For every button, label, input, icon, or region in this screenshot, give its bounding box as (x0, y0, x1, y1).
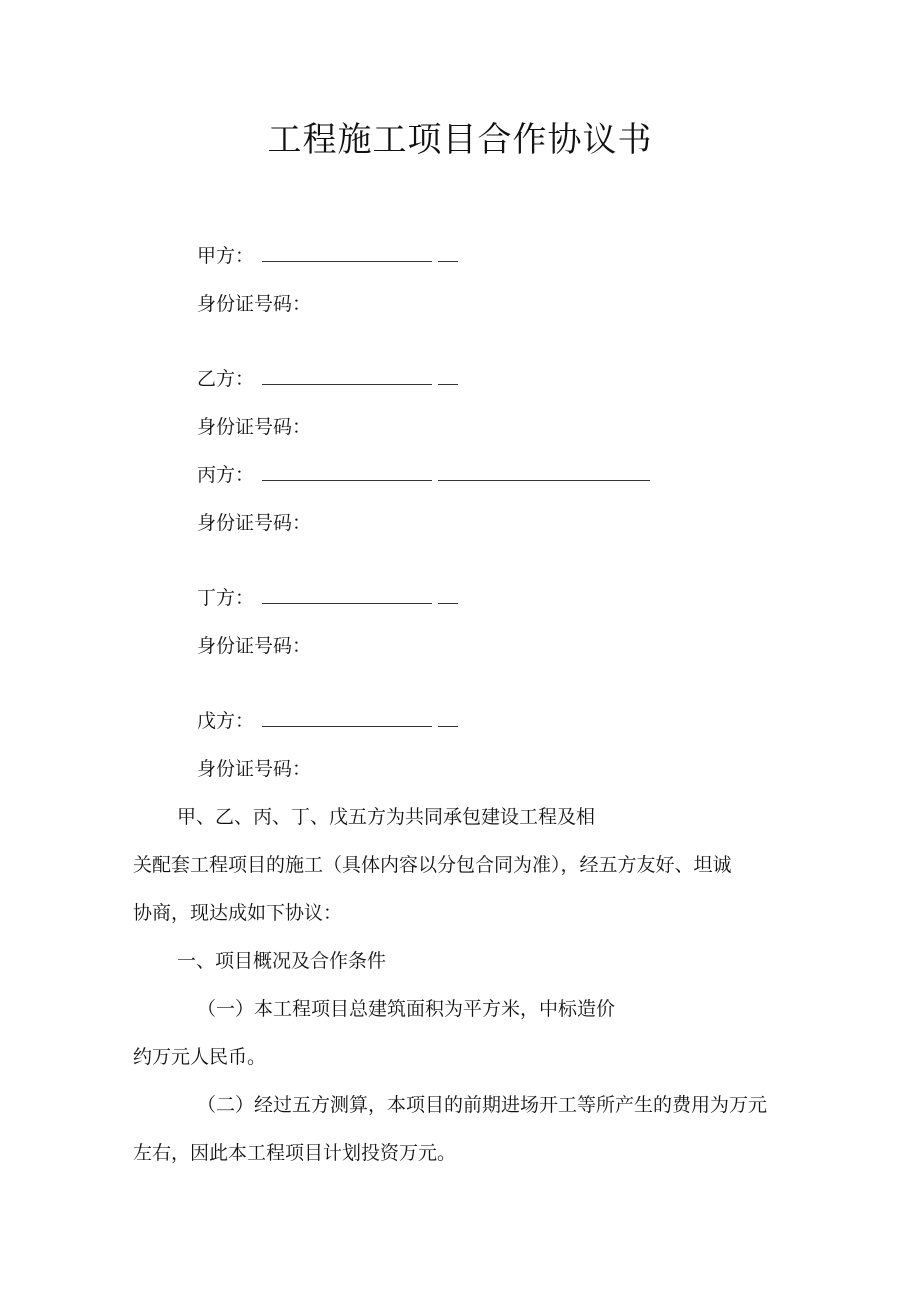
party-c-line (197, 462, 254, 488)
party-c-label: 丙方： (197, 464, 255, 486)
clause-2-line-2: 左右，因此本工程项目计划投资万元。 (133, 1142, 457, 1164)
party-d-line (197, 585, 254, 611)
party-e-label: 戊方： (197, 710, 255, 732)
party-b-blank-line (262, 384, 432, 385)
party-e-id-line: 身份证号码： (197, 758, 312, 780)
party-c-blank-line-tail (438, 480, 650, 481)
intro-line-2: 关配套工程项目的施工（具体内容以分包合同为准），经五方友好、坦诚 (133, 854, 732, 876)
document-title: 工程施工项目合作协议书 (267, 120, 653, 160)
party-e-line (197, 708, 254, 734)
party-d-id-line: 身份证号码： (197, 635, 312, 657)
section-1-heading: 一、项目概况及合作条件 (177, 950, 387, 972)
party-a-id-line: 身份证号码： (197, 293, 312, 315)
party-e-blank-line (262, 726, 432, 727)
party-a-label: 甲方： (197, 245, 255, 267)
intro-line-1: 甲、乙、丙、丁、戊五方为共同承包建设工程及相 (177, 806, 596, 828)
clause-2-line-1: （二）经过五方测算，本项目的前期进场开工等所产生的费用为万元 (197, 1094, 768, 1116)
party-a-line (197, 243, 254, 269)
party-d-label: 丁方： (197, 587, 255, 609)
party-c-blank-line (262, 480, 432, 481)
party-b-line (197, 366, 254, 392)
clause-1-line-2: 约万元人民币。 (133, 1046, 267, 1068)
party-c-id-line: 身份证号码： (197, 512, 312, 534)
intro-line-3: 协商，现达成如下协议： (133, 902, 343, 924)
party-d-blank-line-tail (438, 603, 458, 604)
party-a-blank-line-tail (438, 261, 458, 262)
clause-1-line-1: （一）本工程项目总建筑面积为平方米，中标造价 (197, 998, 616, 1020)
party-e-blank-line-tail (438, 726, 458, 727)
party-d-blank-line (262, 603, 432, 604)
party-b-id-line: 身份证号码： (197, 416, 312, 438)
party-b-blank-line-tail (438, 384, 458, 385)
party-a-blank-line (262, 261, 432, 262)
party-b-label: 乙方： (197, 368, 255, 390)
